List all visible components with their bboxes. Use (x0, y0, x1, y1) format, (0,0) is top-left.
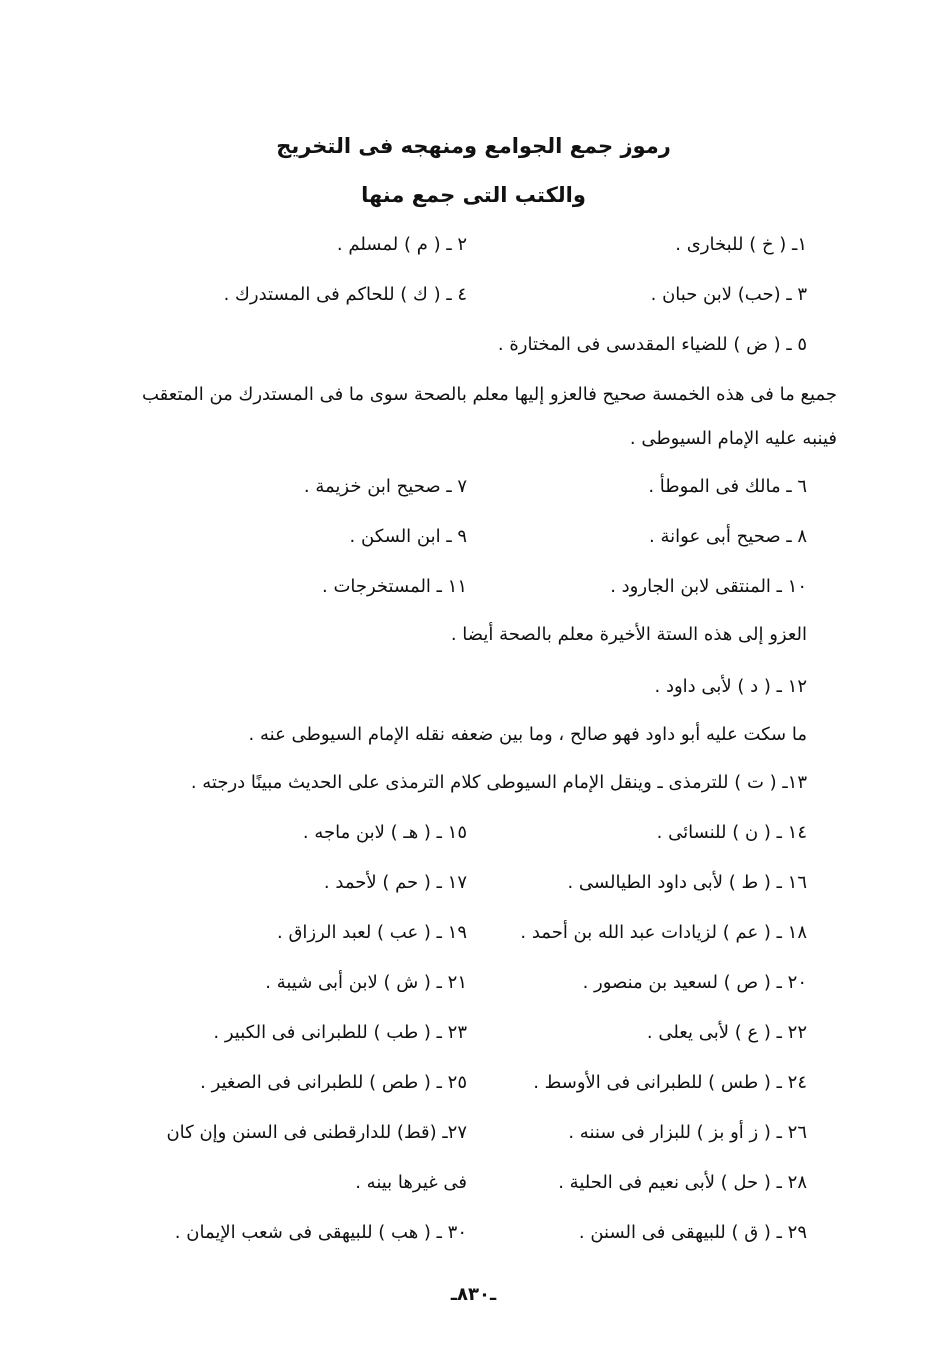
list-item: ٢١ ـ ( ش ) لابن أبى شيبة . (265, 972, 467, 993)
list-item: ٢٨ ـ ( حل ) لأبى نعيم فى الحلية . (558, 1172, 807, 1193)
list-item: ١١ ـ المستخرجات . (322, 576, 467, 597)
list-item: ٩ ـ ابن السكن . (349, 526, 467, 547)
list-item: ٨ ـ صحيح أبى عوانة . (649, 526, 807, 547)
paragraph-line: ما سكت عليه أبو داود فهو صالح ، وما بين ضعفه نقله الإمام السيوطى عنه . (248, 724, 807, 745)
list-item: ١٨ ـ ( عم ) لزيادات عبد الله بن أحمد . (520, 922, 807, 943)
list-row (355, 1170, 807, 1196)
list-item: فى غيرها بينه . (355, 1172, 467, 1193)
list-row (277, 920, 807, 946)
list-item: ٢٦ ـ ( ز أو بز ) للبزار فى سننه . (568, 1122, 807, 1143)
list-row (322, 574, 807, 600)
paragraph-line: جميع ما فى هذه الخمسة صحيح فالعزو إليها معلم بالصحة سوى ما فى المستدرك من المتعقب (141, 384, 837, 405)
page-subtitle: والكتب التى جمع منها (361, 183, 586, 207)
list-item: ٥ ـ ( ض ) للضياء المقدسى فى المختارة . (497, 334, 807, 355)
list-row (498, 332, 807, 358)
list-row (304, 474, 807, 500)
list-row (175, 1220, 807, 1246)
list-item: ٢٠ ـ ( ص ) لسعيد بن منصور . (582, 972, 807, 993)
list-row (350, 524, 807, 550)
list-row (337, 232, 807, 258)
list-row (324, 870, 807, 896)
list-item: ٢٢ ـ ( ع ) لأبى يعلى . (646, 1022, 807, 1043)
paragraph-line: العزو إلى هذه الستة الأخيرة معلم بالصحة أيضا . (450, 624, 807, 645)
list-item: ٧ ـ صحيح ابن خزيمة . (303, 476, 467, 497)
list-item: ٢٧ـ (قط) للدارقطنى فى السنن وإن كان (166, 1122, 467, 1143)
list-row (166, 1120, 807, 1146)
list-item: ١٢ ـ ( د ) لأبى داود . (654, 676, 807, 697)
list-item: ١٤ ـ ( ن ) للنسائى . (656, 822, 807, 843)
page-number: ـ٨٣٠ـ (450, 1284, 497, 1305)
list-item: ٤ ـ ( ك ) للحاكم فى المستدرك . (223, 284, 467, 305)
paragraph-line: فينبه عليه الإمام السيوطى . (629, 428, 837, 449)
list-item: ٦ ـ مالك فى الموطأ . (648, 476, 807, 497)
list-item: ١٩ ـ ( عب ) لعبد الرزاق . (277, 922, 467, 943)
list-row (213, 1020, 807, 1046)
list-item: ١٣ـ ( ت ) للترمذى ـ وينقل الإمام السيوطى كلام الترمذى على الحديث مبينًا درجته . (190, 772, 807, 793)
list-item: ١٥ ـ ( هـ ) لابن ماجه . (302, 822, 467, 843)
list-item: ٢٥ ـ ( طص ) للطبرانى فى الصغير . (200, 1072, 467, 1093)
list-item: ٢٤ ـ ( طس ) للطبرانى فى الأوسط . (533, 1072, 807, 1093)
page-title: رموز جمع الجوامع ومنهجه فى التخريج (276, 134, 671, 158)
list-item: ٢٩ ـ ( ق ) للبيهقى فى السنن . (578, 1222, 807, 1243)
list-row (303, 820, 807, 846)
list-row (265, 970, 807, 996)
list-item: ٣٠ ـ ( هب ) للبيهقى فى شعب الإيمان . (174, 1222, 467, 1243)
list-item: ٣ ـ (حب) لابن حبان . (650, 284, 807, 305)
list-row (224, 282, 807, 308)
list-row (200, 1070, 807, 1096)
list-item: ١٠ ـ المنتقى لابن الجارود . (610, 576, 807, 597)
list-item: ٢٣ ـ ( طب ) للطبرانى فى الكبير . (213, 1022, 467, 1043)
list-item: ٢ ـ ( م ) لمسلم . (336, 234, 467, 255)
list-item: ١٧ ـ ( حم ) لأحمد . (323, 872, 467, 893)
list-item: ١ـ ( خ ) للبخارى . (675, 234, 807, 255)
list-item: ١٦ ـ ( ط ) لأبى داود الطيالسى . (567, 872, 807, 893)
